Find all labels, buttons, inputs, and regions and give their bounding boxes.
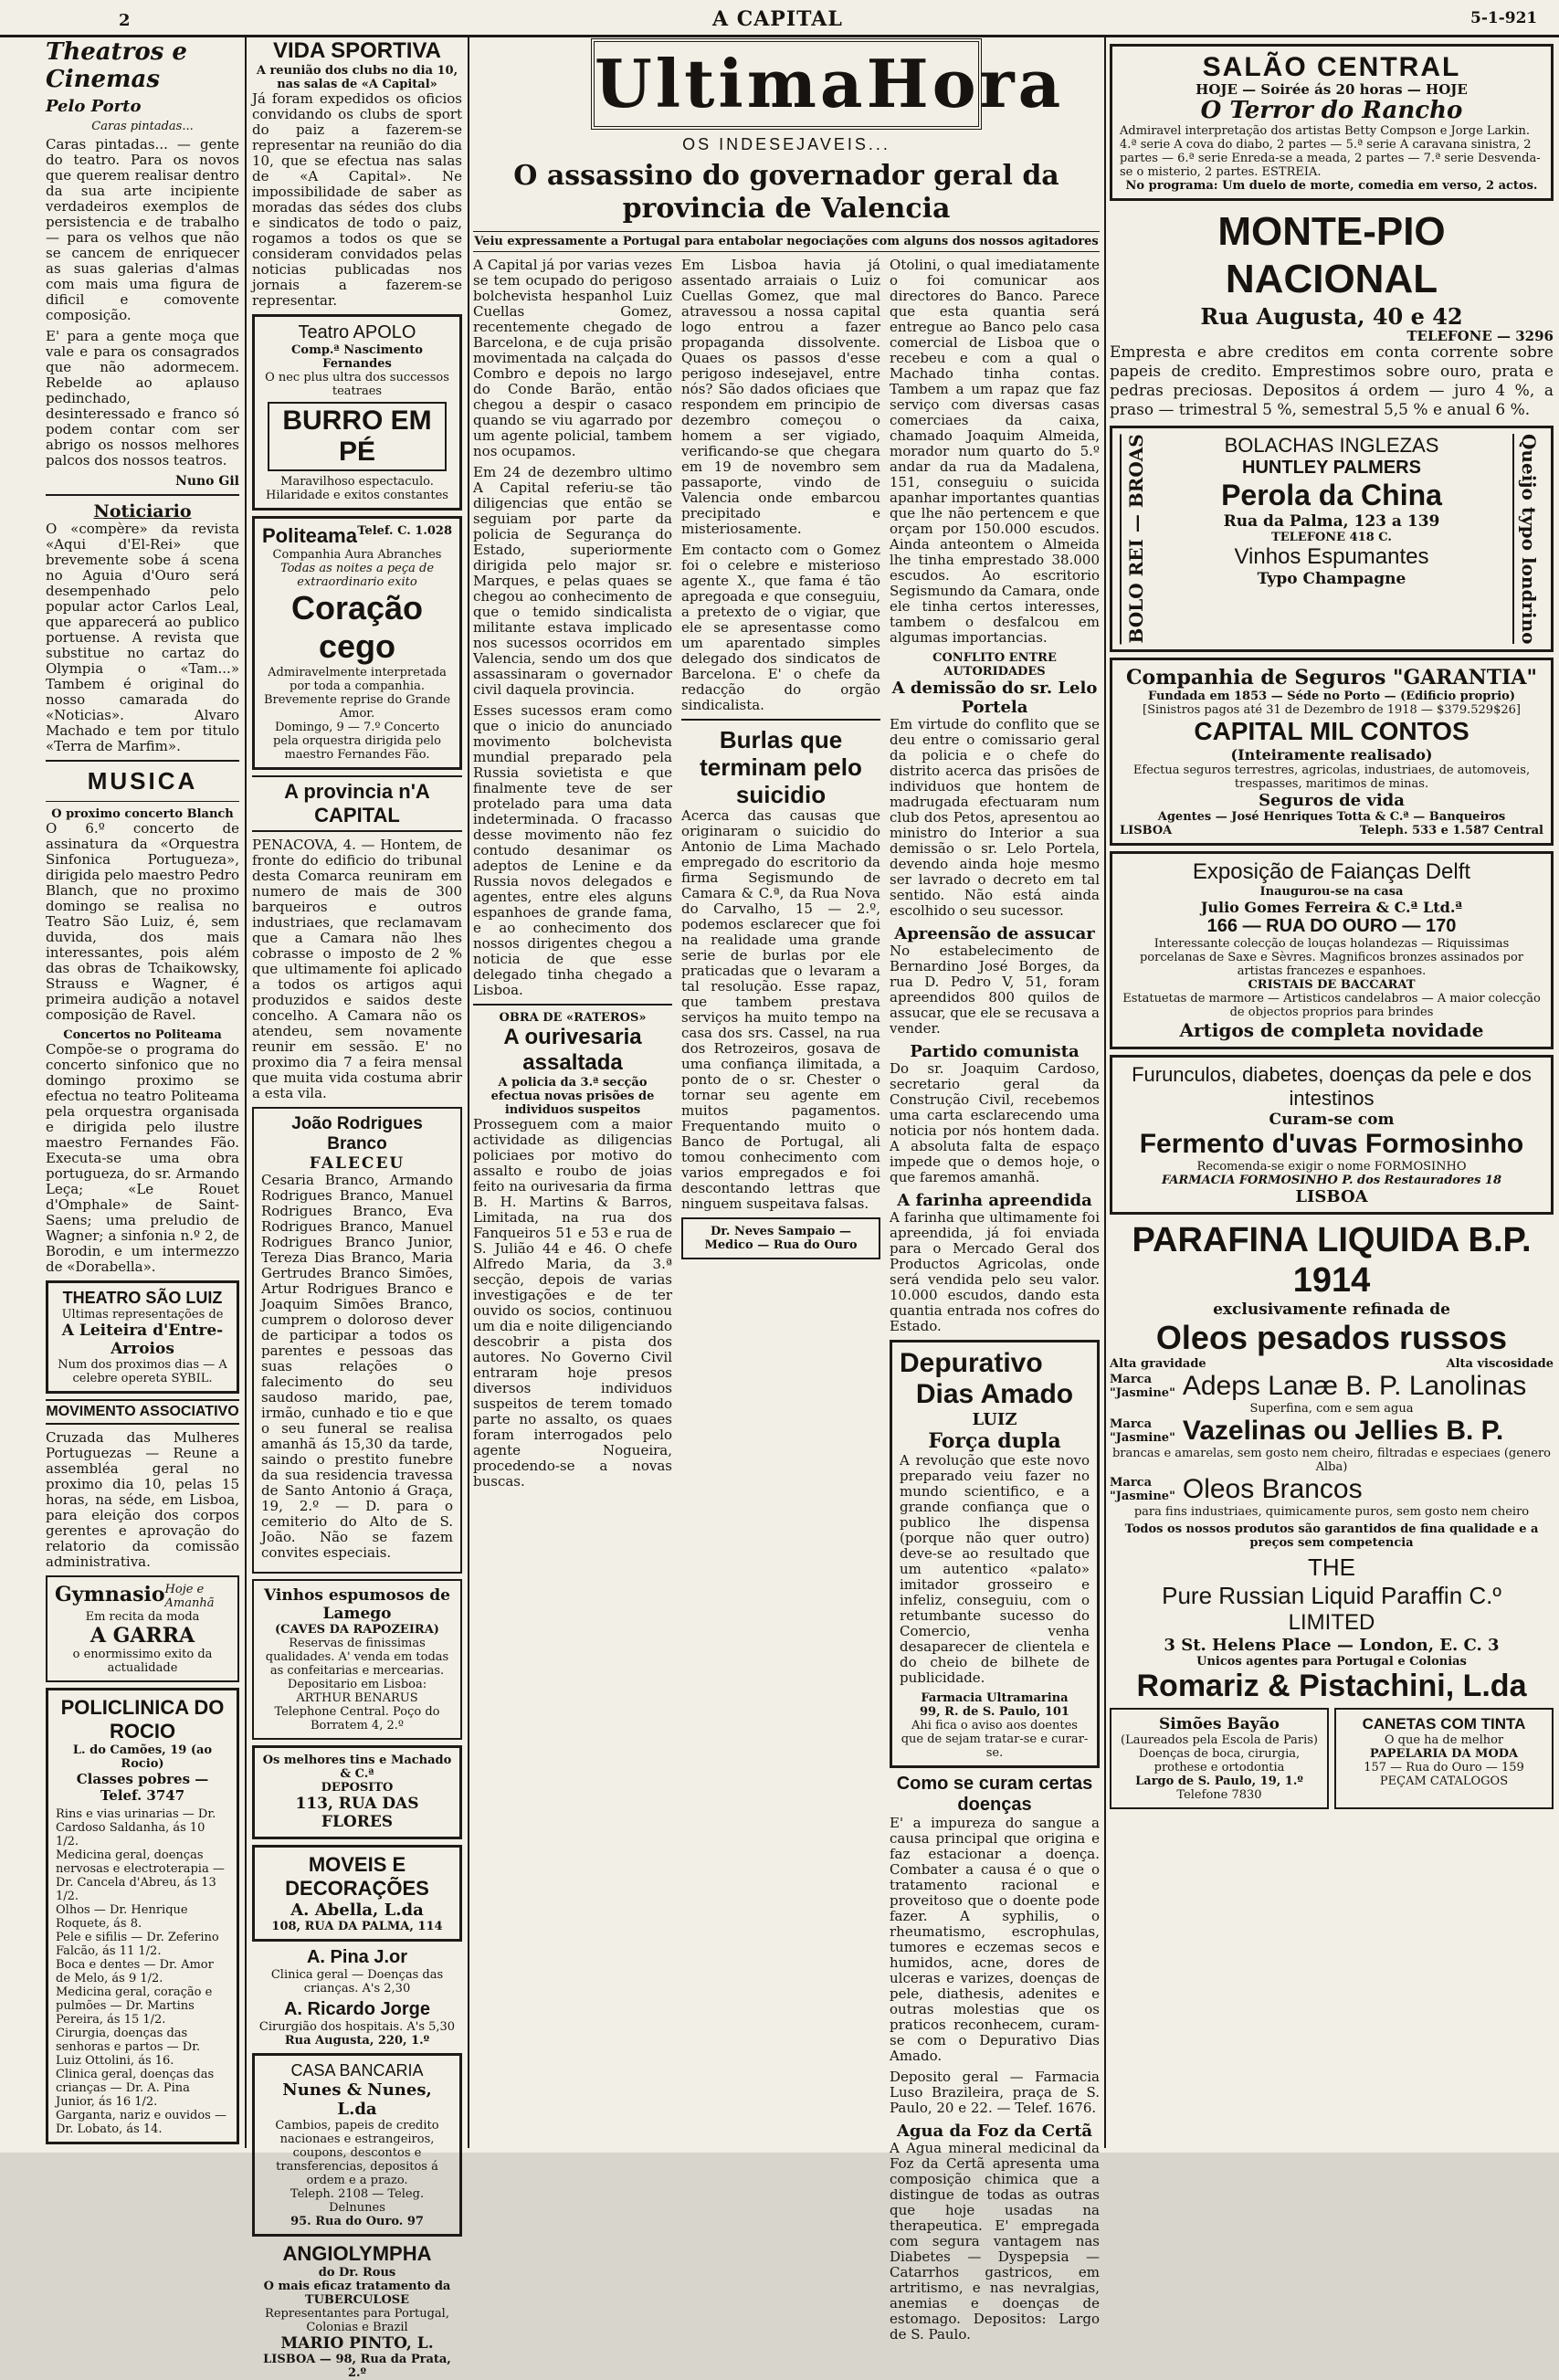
- provincia-heading: A provincia n'A CAPITAL: [252, 775, 462, 832]
- casa-name: Nunes & Nunes, L.da: [282, 2080, 432, 2119]
- policlinica-item: Boca e dentes — Dr. Amor de Melo, ás 9 1/2.: [56, 1958, 214, 1985]
- ultima-hora-banner: UltimaHora: [591, 38, 982, 130]
- saoluiz-title: THEATRO SÃO LUIZ: [62, 1289, 223, 1307]
- moveis-addr: 108, RUA DA PALMA, 114: [271, 1920, 443, 1933]
- angio-title: ANGIOLYMPHA: [282, 2242, 432, 2265]
- london-addr: 3 St. Helens Place — London, E. C. 3: [1164, 1636, 1500, 1656]
- garantia-vida: Seguros de vida: [1259, 791, 1405, 811]
- gymnasio-tag: o enormissimo exito da actualidade: [72, 1648, 213, 1675]
- garantia-realized: (Inteiramente realisado): [1230, 746, 1433, 764]
- alta-gravidade: Alta gravidade: [1110, 1357, 1206, 1372]
- simoes-body: Doenças de boca, cirurgia, prothese e ortodontia: [1138, 1747, 1301, 1775]
- canetas-sub: O que ha de melhor: [1384, 1733, 1504, 1748]
- delft-body: Interessante colecção de louças holandezas — Riquissimas porcelanas de Saxe e Sèvres. Magnificos bronzes assinados por artistas francezes e espanhoes.: [1139, 937, 1523, 979]
- agua-title: Agua da Foz da Certã: [896, 2122, 1093, 2141]
- delft-body-2: Estatuetas de marmore — Artisticos candelabros — A maior colecção de objectos proprios para brindes: [1122, 992, 1541, 1020]
- provincia-body: PENACOVA, 4. — Hontem, de fronte do edificio do tribunal desta Comarca reuniram em numero de mais de 300 barqueiros e outros industriaes, que reclamavam que a Camara não lhes cobrasse o imposto de 2 % que ultimamente foi aplicado a todos os artigos aqui produzidos e saidos deste concelho. A Camara não os atendeu, sem novamente reunir em sessão. E' no proximo dia 7 a feira mensal que muita vida costuma abrir a esta vila.: [252, 837, 462, 1101]
- column-rule: [468, 37, 469, 2148]
- policlinica-item: Medicina geral, doenças nervosas e electroterapia — Dr. Cancela d'Abreu, ás 13 1/2.: [56, 1848, 225, 1903]
- furunculos-curam: Curam-se com: [1269, 1111, 1395, 1130]
- politeama-tel: Telef. C. 1.028: [357, 524, 452, 538]
- garantia-ad: [1110, 658, 1554, 846]
- monte-pio-title: MONTE-PIO NACIONAL: [1217, 209, 1446, 301]
- movimento-body: Cruzada das Mulheres Portuguezas — Reune a assembléa geral no proximo dia 10, pelas 15 horas, na séde, em Lisboa, para eleição dos corpos gerentes e aprovação do relatorio da comissão administrativa.: [46, 1429, 239, 1570]
- garantia-capital: CAPITAL MIL CONTOS: [1194, 717, 1469, 746]
- farmacia-title: Farmacia Ultramarina: [921, 1691, 1069, 1705]
- obit-name: João Rodrigues Branco: [291, 1114, 423, 1153]
- conflito-sub: A demissão do sr. Lelo Portela: [891, 679, 1098, 717]
- depurativo-tag: Força dupla: [928, 1429, 1061, 1453]
- parafina-sub: exclusivamente refinada de: [1213, 1301, 1450, 1320]
- fermento-city: LISBOA: [1295, 1187, 1368, 1207]
- simoes-sub: (Laureados pela Escola de Paris): [1121, 1733, 1318, 1748]
- saoluiz-note: Num dos proximos dias — A celebre opereta SYBIL.: [58, 1358, 227, 1385]
- policlinica-item: Rins e vias urinarias — Dr. Cardoso Saldanha, ás 10 1/2.: [56, 1807, 216, 1848]
- pina-name: A. Pina J.or: [306, 1947, 408, 1967]
- indesejaveis-kicker: OS INDESEJAVEIS...: [682, 135, 890, 153]
- conflito-title: CONFLITO ENTRE AUTORIDADES: [932, 651, 1057, 679]
- curar-title: Como se curam certas doenças: [896, 1774, 1093, 1815]
- perola-ad: [1110, 426, 1554, 652]
- policlinica-item: Clinica geral, doenças das crianças — Dr. A. Pina Junior, ás 16 1/2.: [56, 2068, 215, 2109]
- bolachas-title: BOLACHAS INGLEZAS: [1224, 434, 1439, 457]
- jasmine-label: "Jasmine": [1110, 1431, 1175, 1446]
- garantia-city: LISBOA: [1120, 824, 1173, 838]
- obituary: [252, 1107, 462, 1574]
- fermento-farm: FARMACIA FORMOSINHO P. dos Restauradores 18: [1161, 1174, 1502, 1188]
- delft-addr: 166 — RUA DO OURO — 170: [1206, 916, 1457, 937]
- gymnasio-title: Gymnasio: [55, 1583, 165, 1606]
- casa-addr: 95. Rua do Ouro. 97: [290, 2215, 424, 2228]
- jorge-addr: Rua Augusta, 220, 1.º: [284, 2034, 430, 2048]
- vinhos-type: Typo Champagne: [1257, 570, 1406, 588]
- apolo-title: Teatro APOLO: [298, 322, 416, 342]
- farmacia-note: Ahi fica o aviso aos doentes que de sejam tratar-se e curar-se.: [901, 1719, 1089, 1760]
- formosinho-ad: [1110, 1055, 1554, 1215]
- canetas-cat: PEÇAM CATALOGOS: [1379, 1774, 1509, 1789]
- salao-body: Admiravel interpretação dos artistas Betty Compson e Jorge Larkin. 4.ª serie A cova do diabo, 2 partes — 5.ª serie A caravana sinistra, 2 partes — 6.ª serie Enreda-se a meada, 2 partes — 7.ª serie Desvenda-se o misterio, 2 partes. ESTREIA.: [1120, 124, 1541, 179]
- concerto-heading: O proximo concerto Blanch: [51, 807, 234, 821]
- vida-sub: A reunião dos clubs no dia 10, nas salas de «A Capital»: [256, 64, 458, 91]
- depurativo-title: Depurativo: [900, 1348, 1043, 1378]
- delft-inaug: Inaugurou-se na casa: [1259, 885, 1404, 900]
- apolo-play: BURRO EM PÉ: [268, 402, 447, 471]
- moveis-ad: [252, 1845, 462, 1942]
- bolachas-brand: HUNTLEY PALMERS: [1242, 458, 1421, 478]
- main-headline: O assassino do governador geral da provincia de Valencia: [513, 160, 1059, 225]
- company-name: Pure Russian Liquid Paraffin C.º: [1162, 1582, 1501, 1610]
- main-story: [473, 258, 1100, 2348]
- salao-title: SALÃO CENTRAL: [1202, 52, 1461, 82]
- salao-program: No programa: Um duelo de morte, comedia em verso, 2 actos.: [1125, 179, 1538, 193]
- vida-sportiva-heading: VIDA SPORTIVA: [272, 38, 442, 63]
- vazelinas-note: brancas e amarelas, sem gosto nem cheiro, filtradas e especiaes (genero Alba): [1111, 1447, 1552, 1475]
- policlinica-item: Medicina geral, coração e pulmões — Dr. Martins Pereira, ás 15 1/2.: [56, 1985, 213, 2027]
- page-number: 2: [119, 11, 131, 30]
- vinhos-title: Vinhos Espumantes: [1234, 544, 1429, 569]
- neves-ad-text: Dr. Neves Sampaio — Medico — Rua do Ouro: [704, 1225, 858, 1252]
- simoes-ad: [1110, 1708, 1329, 1809]
- jorge-name: A. Ricardo Jorge: [283, 1999, 431, 2019]
- casa-tel: Teleph. 2108 — Teleg. Delnunes: [290, 2187, 425, 2215]
- partido-title: Partido comunista: [910, 1042, 1080, 1061]
- politeama-company: Companhia Aura Abranches: [272, 548, 442, 562]
- moveis-title: MOVEIS E DECORAÇÕES: [285, 1853, 429, 1900]
- neves-ad: [681, 1217, 880, 1259]
- marca-label: Marca: [1110, 1417, 1153, 1432]
- machado-addr: 113, RUA DAS FLORES: [295, 1795, 419, 1831]
- saoluiz-ad: [46, 1280, 239, 1394]
- canetas-addr: 157 — Rua do Ouro — 159: [1364, 1761, 1524, 1775]
- furunculos-title: Furunculos, diabetes, doenças da pele e dos intestinos: [1132, 1063, 1532, 1111]
- depurativo-luiz: LUIZ: [972, 1410, 1017, 1429]
- column-rule: [245, 37, 247, 2148]
- author: Nuno Gil: [175, 474, 239, 489]
- angio-rep: Representantes para Portugal, Colonias e Brazil: [265, 2307, 449, 2334]
- lamego-body: Reservas de finissimas qualidades. A' venda em todas as confeitarias e mercearias.: [265, 1637, 449, 1678]
- salao-film: O Terror do Rancho: [1200, 97, 1463, 124]
- angio-name: MARIO PINTO, L.: [280, 2334, 434, 2353]
- perola-addr: Rua da Palma, 123 a 139: [1223, 512, 1440, 531]
- superfina: Superfina, com e sem agua: [1249, 1402, 1414, 1416]
- marca-block: [1110, 1373, 1175, 1400]
- lamego-ad: [252, 1579, 462, 1740]
- gymnasio-ad: [46, 1575, 239, 1682]
- rateros-body: Prosseguem com a maior actividade as diligencias policiaes por motivo do assalto e roubo de joias feito na ourivesaria da firma B. H. Martins & Barros, Limitada, na rua dos Fanqueiros 51 e 53 e rua de S. Julião 44 e 46. O chefe Alfredo Maria, da 3.ª secção, depois de varias investigações e de ter ouvido os socios, continuou um dia e noite diligenciando descobrir a pista dos autores. No Governo Civil entraram hoje presos diversos individuos suspeitos de terem tomado parte no assalto, os quaes foram interrogados pelo agente Nogueira, procedendo-se a novas buscas.: [473, 1116, 672, 1490]
- noticiario-body: O «compère» da revista «Aqui d'El-Rei» que brevemente sobe á scena no Aguia d'Ouro será desempenhado pelo popular actor Carlos Leal, que apparecerá ao publico portuense. A revista que substitue no cartaz do Olympia o «Tam...» Tambem é original do nosso camarada do «Noticias». Alvaro Machado e tem por titulo «Terra de Marfim».: [46, 521, 239, 754]
- moveis-name: A. Abella, L.da: [290, 1901, 424, 1920]
- perola-title: Perola da China: [1221, 479, 1442, 511]
- garantia-founded: Fundada em 1853 — Séde no Porto — (Edificio proprio): [1147, 690, 1515, 704]
- masthead: A CAPITAL: [712, 7, 843, 31]
- column-3: [473, 38, 1100, 2343]
- lamego-sub: (CAVES DA RAPOZEIRA): [275, 1623, 439, 1637]
- farmacia-addr: 99, R. de S. Paulo, 101: [920, 1705, 1069, 1719]
- page-header: [0, 0, 1559, 37]
- machado-name: Os melhores tins e Machado & C.ª: [262, 1753, 452, 1781]
- politeama-ad: [252, 516, 462, 770]
- perola-tel: TELEFONE 418 C.: [1271, 531, 1392, 544]
- farinha-title: A farinha apreendida: [897, 1191, 1092, 1210]
- pina-desc: Clinica geral — Doenças das crianças. A's 2,30: [270, 1968, 444, 1996]
- casa-bancaria-ad: [252, 2053, 462, 2237]
- story-p6: Otolini, o qual imediatamente o foi comunicar aos directores do Banco. Parece que esta quantia será entregue ao Banco pelo casa comercial de Lisboa que o recebeu e com a qual o Machado tinha contas. Tambem a um rapaz que faz serviço com diversas casas comerciaes da caixa, chamado Joaquim Almeida, morador num quarto do 5.º andar da rua da Madalena, 151, conseguiu o suicida apanhar importantes quantias que lhe não pertencem e que orçam por 150.000 escudos. Ainda anteontem o Almeida lhe tinha emprestado 38.000 escudos. Ao escritorio Segismundo da Camara, onde ele tinha certos interesses, tambem o desfalcou em algumas importancias.: [890, 257, 1100, 646]
- jasmine-label: "Jasmine": [1110, 1490, 1175, 1504]
- delft-cristais: CRISTAIS DE BACCARAT: [1248, 978, 1416, 993]
- delft-title: Exposição de Faianças Delft: [1192, 859, 1471, 885]
- gymnasio-sub: Em recita da moda: [85, 1610, 200, 1624]
- rateros-deck: A policia da 3.ª secção efectua novas prisões de individuos suspeitos: [490, 1076, 655, 1117]
- curar-dep: Deposito geral — Farmacia Luso Brazileira, praça de S. Paulo, 20 e 22. — Telef. 1676.: [890, 2069, 1100, 2116]
- column-rule: [1104, 37, 1106, 2148]
- caras-heading: Caras pintadas...: [91, 120, 194, 133]
- concerto-body: O 6.º concerto de assinatura da «Orquestra Sinfonica Portugueza», dirigida pelo maestro Pedro Blanch, que no proximo domingo se realisa no Teatro São Luiz, é, sem duvida, dos mais interessantes, pois além das obras de Tchaikowsky, Strauss e Wagner, é primeira audição a notavel composição de Ravel.: [46, 820, 239, 1023]
- canetas-ad: [1334, 1708, 1554, 1809]
- story-p5: Em contacto com o Gomez foi o celebre e misterioso agente X., que fama é tão apregoada e que conseguiu, a pretexto de o vigiar, que ele se apresentasse como um aparentado simples delegado dos sindicatos de Barcelona. E' o chefe da redacção do orgão sindicalista.: [681, 542, 880, 713]
- saoluiz-sub: Ultimas representações de: [61, 1308, 224, 1322]
- garantia-title: Companhia de Seguros "GARANTIA": [1126, 666, 1537, 690]
- garantia-agents: Agentes — José Henriques Totta & C.ª — Banqueiros: [1157, 810, 1506, 825]
- oleos-brancos-note: para fins industriaes, quimicamente puros, sem gosto nem cheiro: [1133, 1505, 1530, 1520]
- gymnasio-note: Hoje e Amanhã: [164, 1583, 215, 1610]
- policlinica-item: Cirurgia, doenças das senhoras e partos — Dr. Luiz Ottolini, ás 16.: [56, 2027, 201, 2068]
- apolo-note: O nec plus ultra dos successos teatraes: [265, 371, 449, 398]
- burlas-body: Acerca das causas que originaram o suicidio do Antonio de Lima Machado empregado do escritorio da firma Segismundo de Camara & C.ª, da Rua Nova do Carvalho, 15 — 2.º, podemos esclarecer que foi na realidade uma grande serie de burlas por ele praticadas que o levaram a tal resolução. Esse rapaz, que tambem prestava serviços ha muito tempo na casa dos srs. Cassel, na rua dos Retrozeiros, gosava de uma confiança ilimitada, a ponto de o sr. Chester o tornar seu agente em muitos pagamentos. Frequentando muito o Banco de Portugal, ali tomou conhecimento com varios empregados e foi descontando lettras que ninguem suspeitava falsas.: [681, 807, 880, 1212]
- caras-body: Caras pintadas... — gente do teatro. Para os novos que querem realisar dentro da sua arte incipiente verdadeiros exemplos de persistencia e de trabalho — para os velhos que não se cancem de enriquecer as suas galerias d'almas com mais uma figura de dificil e comovente composição.: [46, 136, 239, 323]
- apolo-company: Comp.ª Nascimento Fernandes: [291, 343, 423, 371]
- story-p4: Em Lisboa havia já assentado arraiais o Luiz Cuellas Gomez, que mal atravessou a nossa capital logo entrou a fazer propaganda dissolvente. Quaes os passos d'esse perigoso indesejavel, entre nós? São dados oficiaes que respondem em principio de dezembro começou o homem a ser vigiado, verificando-se que chegara em 19 de novembro sem passaporte, vindo de Valencia onde embarcou precipitado e misteriosamente.: [681, 257, 880, 537]
- depurativo-body: A revolução que este novo preparado veiu fazer no mundo scientifico, e a grande confiança que o publico lhe dispensa (porque não quer outro) deve-se ao resultado que um autentico «palato» imitador grosseiro e infeliz, conseguiu, com o retumbante sucesso do Comercio, venha desaparecer de clientela e do cheio de bilhete de publicidade.: [900, 1452, 1090, 1686]
- lamego-addr: Telephone Central. Poço do Borratem 4, 2.º: [274, 1705, 440, 1732]
- marca-label: Marca: [1110, 1373, 1153, 1387]
- depurativo-ad: [890, 1340, 1100, 1768]
- salao-hoje: HOJE — Soirée ás 20 horas — HOJE: [1196, 81, 1468, 98]
- policlinica-item: Olhos — Dr. Henrique Roquete, ás 8.: [56, 1903, 188, 1931]
- politeama-body: Admiravelmente interpretada por toda a companhia. Brevemente reprise do Grande Amor.: [263, 666, 451, 721]
- monte-body: Empresta e abre creditos em conta corrente sobre papeis de credito. Emprestimos sobre ouro, prata e pedras preciosas. Depositos á ordem — juro 4 %, a praso — trimestral 5 %, semestral 5,5 % e anual 6 %.: [1110, 343, 1554, 419]
- movimento-heading: MOVIMENTO ASSOCIATIVO: [46, 1399, 239, 1425]
- marca-label: Marca: [1110, 1476, 1153, 1490]
- curar-body: E' a impureza do sangue a causa principal que origina e faz estacionar a doença. Combater a causa é o que o tratamento racional e proveitoso que o doente pode fazer. A syphilis, o rheumatismo, escrophulas, tumores e eczemas secos e humidos, acne, dores de ulceras e varizes, doenças de pele, diathesis, adenites e outras molestias que os praticos reconhecem, curam-se com o Depurativo Dias Amado.: [890, 1815, 1100, 2064]
- caras-body-2: E' para a gente moça que vale e para os consagrados que não adormecem. Rebelde ao aplauso pedinchado, desinteressado e franco só podem contar com ser abrigo os nossos melhores palcos dos nossos teatros.: [46, 328, 239, 469]
- machado-dep: DEPOSITO: [321, 1781, 394, 1795]
- noticiario-heading: Noticiario: [93, 501, 192, 521]
- assucar-body: No estabelecimento de Bernardino José Borges, da rua D. Pedro V, 51, foram apreendidos 800 quilos de assucar, que ele se recusava a vender.: [890, 943, 1100, 1037]
- policlinica-title: POLICLINICA DO ROCIO: [60, 1696, 225, 1743]
- todos-body: Todos os nossos produtos são garantidos de fina qualidade e a preços sem competencia: [1124, 1522, 1539, 1551]
- apolo-ad: [252, 314, 462, 511]
- agua-body: A Agua mineral medicinal da Foz da Certã apresenta uma composição chimica que a distingue de todas as outras que hoje usadas na therapeutica. E' empregada com segura vantagem nas Diabetes — Dyspepsia — Catarrhos gastricos, em artritismo, e nas nevralgias, anemias e doenças de estomago. Depositos: Largo de S. Paulo.: [890, 2140, 1100, 2343]
- delft-house: Julio Gomes Ferreira & C.ª Ltd.ª: [1200, 899, 1463, 917]
- agents-note: Unicos agentes para Portugal e Colonias: [1196, 1655, 1467, 1669]
- politeama-note: Todas as noites a peça de extraordinario exito: [279, 562, 435, 589]
- queijo-side: Queijo typo londrino: [1512, 434, 1543, 644]
- lamego-depot: Depositario em Lisboa: ARTHUR BENARUS: [287, 1678, 427, 1705]
- policlinica-item: Pele e sifilis — Dr. Zeferino Falcão, ás 11 1/2.: [56, 1931, 219, 1958]
- fermento-title: Fermento d'uvas Formosinho: [1139, 1129, 1524, 1160]
- politeama-title: Politeama: [262, 524, 357, 547]
- obit-title: FALECEU: [309, 1154, 406, 1173]
- marca-block-2: [1110, 1417, 1175, 1445]
- politeama-domingo: Domingo, 9 — 7.º Concerto pela orquestra dirigida pelo maestro Fernandes Fão.: [272, 721, 441, 762]
- angio-addr: LISBOA — 98, Rua da Prata, 2.º: [263, 2353, 451, 2380]
- casa-title: CASA BANCARIA: [290, 2061, 424, 2080]
- the-label: THE: [1308, 1553, 1355, 1582]
- casa-body: Cambios, papeis de credito nacionaes e estrangeiros, coupons, descontos e transferencias, depositos á ordem e a prazo.: [275, 2119, 439, 2187]
- depurativo-title-2: Dias Amado: [915, 1379, 1074, 1409]
- simoes-title: Simões Bayão: [1159, 1715, 1280, 1734]
- alta-viscosidade: Alta viscosidade: [1446, 1357, 1554, 1372]
- jasmine-label: "Jasmine": [1110, 1386, 1175, 1401]
- angio-desc: O mais eficaz tratamento da TUBERCULOSE: [263, 2280, 451, 2307]
- delft-ad: [1110, 851, 1554, 1049]
- theatros-heading: Theatros e Cinemas: [46, 38, 187, 93]
- story-col-c: [890, 258, 1100, 2348]
- fermento-rec: Recomenda-se exigir o nome FORMOSINHO: [1196, 1160, 1467, 1174]
- assucar-title: Apreensão de assucar: [894, 924, 1095, 943]
- angio-dr: do Dr. Rous: [318, 2266, 396, 2280]
- story-p2: Em 24 de dezembro ultimo A Capital referiu-se tão diligencias que então se seguiam por parte da policia de Segurança do Estado, superiormente dirigida pelo major sr. Marques, e pelas quaes se chegou ao conhecimento de que o temido sindicalista militante estava implicado nos sucessos ocorridos em Valencia, sendo um dos que assassinaram o governador civil daquela provincia.: [473, 464, 672, 698]
- delft-tag: Artigos de completa novidade: [1179, 1019, 1484, 1042]
- vazelinas-title: Vazelinas ou Jellies B. P.: [1182, 1416, 1504, 1447]
- garantia-tel: Teleph. 533 e 1.587 Central: [1359, 824, 1543, 838]
- simoes-tel: Telefone 7830: [1176, 1788, 1262, 1803]
- policlinica-classes: Classes pobres — Telef. 3747: [76, 1771, 209, 1804]
- perola-center: [1151, 434, 1512, 644]
- story-p1: A Capital já por varias vezes se tem ocupado do perigoso bolchevista hespanhol Luiz Cuellas Gomez, recentemente chegado de Barcelona, e de cuja prisão movimentada na calçada do Combro e depois no largo do Conde Barão, então chegou a despir o casaco quando se viu agarrado por um agente policial, tambem nos ocupamos.: [473, 257, 672, 459]
- gymnasio-play: A GARRA: [90, 1624, 195, 1648]
- adeps-title: Adeps Lanæ B. P. Lanolinas: [1182, 1371, 1527, 1402]
- oleos-brancos: Oleos Brancos: [1182, 1474, 1363, 1505]
- policlinica-item: Garganta, nariz e ouvidos — Dr. Lobato, ás 14.: [56, 2109, 226, 2136]
- romariz: Romariz & Pistachini, L.da: [1136, 1669, 1527, 1704]
- burlas-title: Burlas que terminam pelo suicidio: [700, 726, 862, 808]
- column-2: [252, 38, 462, 2380]
- pelo-porto: Pelo Porto: [46, 97, 142, 116]
- story-col-b: [681, 258, 880, 2348]
- marca-block-3: [1110, 1476, 1175, 1503]
- policlinica-addr: L. do Camões, 19 (ao Rocio): [72, 1743, 213, 1771]
- monte-tel: TELEFONE — 3296: [1406, 328, 1554, 344]
- vida-body: Já foram expedidos os oficios convidando os clubs de sport do paiz a fazerem-se representar na reunião do dia 10, que se efectua nas salas de «A Capital». Ne impossibilidade de saber as moradas das sédes dos clubs e sindicatos de todo o paiz, rogamos a todos os que se consideram convidados pelas noticias publicadas nos jornais a fazerem-se representar.: [252, 90, 462, 309]
- salao-central-ad: [1110, 44, 1554, 201]
- farinha-body: A farinha que ultimamente foi apreendida, já foi enviada para o Mercado Geral dos Productos Agricolas, onde será vendida pelo seu valor. 10.000 escudos, dando esta quantia entrada nos cofres do Estado.: [890, 1209, 1100, 1334]
- politeama-concert-body: Compõe-se o programa do concerto sinfonico que no domingo proximo se efectua no teatro Politeama pela orquestra organisada e dirigida pelo ilustre maestro Fernandes Fão. Executa-se uma obra portugueza, do sr. Armando Leça; «Le Rouet d'Omphale» de Saint-Saens; uma preludio de Wagner; a sinfonia n.º 2, de Borodin, e um intermezzo de «Dorabella».: [46, 1041, 239, 1275]
- limited: LIMITED: [1288, 1610, 1375, 1636]
- column-1: [46, 38, 239, 2148]
- column-4: [1110, 38, 1554, 2148]
- politeama-concert-heading: Concertos no Politeama: [63, 1028, 222, 1042]
- oleos-title: Oleos pesados russos: [1155, 1319, 1508, 1357]
- obit-body: Cesaria Branco, Armando Rodrigues Branco, Manuel Rodrigues Branco, Eva Rodrigues Branco, Manuel Rodrigues Branco Junior, Tereza Dias Branco, Maria Gertrudes Branco Simões, Artur Rodrigues Branco e Joaquim Simões Branco, cumprem o doloroso dever de participar a todos os parentes e pessoas das suas relações o falecimento do seu saudoso marido, pae, irmão, cunhado e tio e que o seu funeral se realisa amanhã ás 15,30 da tarde, saindo o prestito funebre da sua residencia travessa de Santo Antonio á Graça, 19, 2.º — D. para o cemiterio do Alto de S. João. Não se fazem convites especiais.: [261, 1172, 453, 1561]
- date: 5-1-921: [1470, 9, 1538, 27]
- machado-ad: [252, 1745, 462, 1839]
- policlinica-ad: [46, 1688, 239, 2144]
- lamego-title: Vinhos espumosos de Lamego: [264, 1586, 450, 1623]
- simoes-addr: Largo de S. Paulo, 19, 1.º: [1135, 1774, 1303, 1789]
- story-col-a: [473, 258, 672, 2348]
- partido-body: Do sr. Joaquim Cardoso, secretario geral da Construção Civil, recebemos uma carta esclarecendo uma noticia por nós hontem dada. A absoluta falta de espaço impede que o demos hoje, o que faremos amanhã.: [890, 1060, 1100, 1185]
- apolo-tag: Maravilhoso espectaculo. Hilaridade e exitos constantes: [266, 475, 448, 502]
- bolo-rei-side: BOLO REI — BROAS: [1120, 434, 1151, 644]
- musica-heading: MUSICA: [87, 767, 198, 795]
- rateros-title: A ourivesaria assaltada: [503, 1025, 642, 1075]
- politeama-play: Coração cego: [290, 589, 424, 665]
- jorge-desc: Cirurgião dos hospitais. A's 5,30: [258, 2020, 456, 2034]
- canetas-title: CANETAS COM TINTA: [1362, 1715, 1526, 1733]
- parafina-title: PARAFINA LIQUIDA B.P. 1914: [1132, 1221, 1532, 1301]
- conflito-body: Em virtude do conflito que se deu entre o comissario geral da policia e o chefe do distrito acerca das prisões de individuos que hontem de madrugada efectuaram num club dos Petos, apresentou ao ministro do Interior a sua demissão o sr. Lelo Portela, devendo ainda hoje mesmo ser lavrado o decreto em tal sentido. Não está ainda escolhido o seu sucessor.: [890, 716, 1100, 919]
- main-deck: Veiu expressamente a Portugal para entabolar negociações com alguns dos nossos agitadores: [473, 231, 1100, 252]
- garantia-paid: [Sinistros pagos até 31 de Dezembro de 1918 — $379.529$26]: [1143, 703, 1521, 718]
- story-p3: Esses sucessos eram como que o inicio do anunciado movimento bolchevista mundial preparado pela Russia sovietista e que finalmente teve de ser protelado para uma data indeterminada. O fracasso desse movimento não fez contudo desanimar os adeptos de Lenine e da Russia novos delegados e agentes, entre eles alguns espanhoes de grande fama, e ao conhecimento dos nossos dirigentes chegou a noticia de que esse delegado tinha chegado a Lisboa.: [473, 702, 672, 998]
- garantia-body: Efectua seguros terrestres, agricolas, industriaes, de automoveis, trespasses, maritimos de minas.: [1132, 763, 1531, 792]
- canetas-shop: PAPELARIA DA MODA: [1369, 1747, 1519, 1762]
- monte-addr: Rua Augusta, 40 e 42: [1200, 303, 1463, 330]
- rateros-kicker: OBRA DE «RATEROS»: [499, 1011, 647, 1025]
- saoluiz-play: A Leiteira d'Entre-Arroios: [61, 1322, 224, 1358]
